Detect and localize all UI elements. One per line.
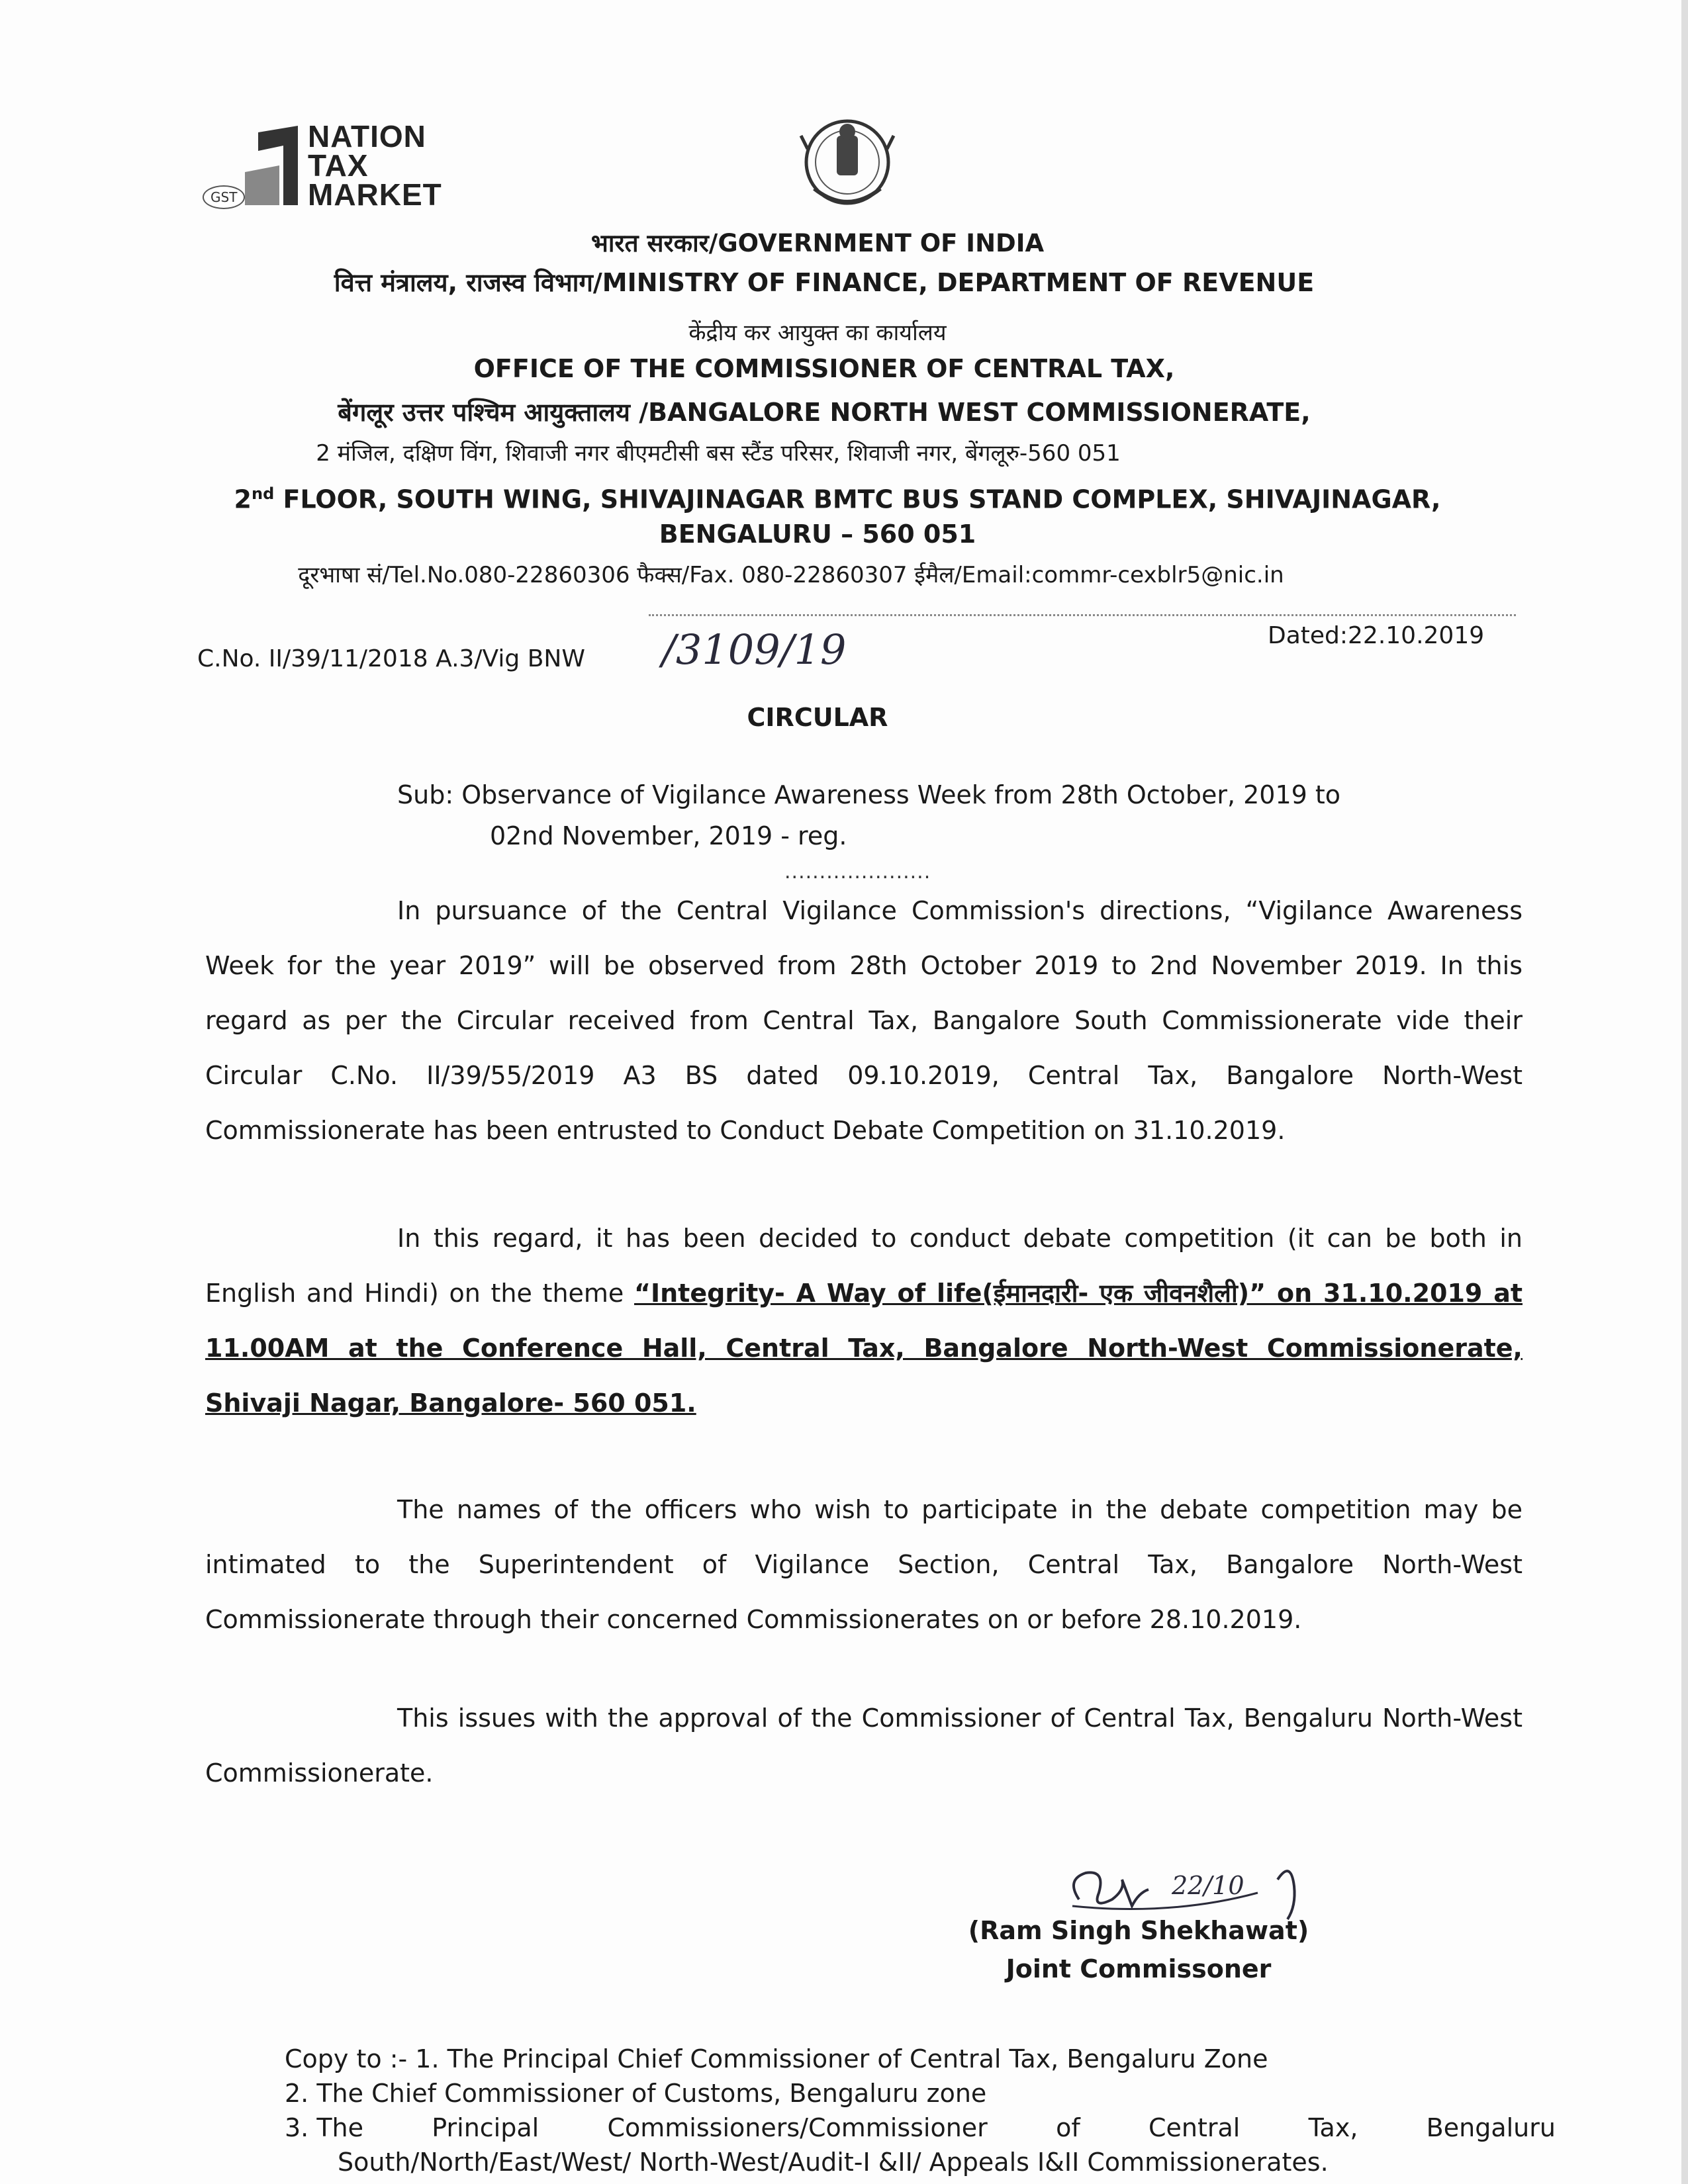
copy-to-word: Central [1148,2113,1241,2142]
nation-tax-market-logo [199,119,483,218]
debate-details: “Integrity- A Way of life(ईमानदारी- एक जीवनशैली)” on 31.10.2019 at 11.00AM at the Conference Hall, Central Tax, Bangalore North-West Commissionerate, Shivaji Nagar, Bangalore- 560 051. [205,1279,1523,1418]
signatory-name: (Ram Singh Shekhawat) [968,1916,1309,1945]
floor-suffix: nd [251,484,275,503]
subject-line-1: Sub: Observance of Vigilance Awareness Week from 28th October, 2019 to [397,780,1341,809]
floor-number: 2 [234,484,252,514]
header-commissionerate: बेंगलूर उत्तर पश्चिम आयुक्तालय /BANGALORE NORTH WEST COMMISSIONERATE, [338,398,1311,427]
paragraph-1 [205,884,1523,1158]
subject [397,774,1430,856]
copy-to-item-3-cont: South/North/East/West/ North-West/Audit-I &II/ Appeals I&II Commissionerates. [338,2148,1329,2177]
handwritten-number: /3109/19 [662,625,847,674]
scan-edge [1681,0,1688,2184]
paragraph-2-text: In this regard, it has been decided to conduct debate competition (it can be both in English and Hindi) on the theme [205,1224,1523,1308]
paragraph-2 [205,1211,1523,1431]
paragraph-3 [205,1482,1523,1647]
header-address [0,484,1681,514]
header-contact: दूरभाषा सं/Tel.No.080-22860306 फैक्स/Fax. 080-22860307 ईमैल/Email:commr-cexblr5@nic.in [298,562,1284,588]
copy-to-item-2: 2. The Chief Commissioner of Customs, Bengaluru zone [285,2079,987,2108]
header-divider [649,614,1516,616]
circular-date: Dated:22.10.2019 [1268,622,1485,649]
cbic-emblem-icon [794,109,900,215]
copy-to-item-3 [285,2111,1556,2145]
copy-to-item-1: Copy to :- 1. The Principal Chief Commissioner of Central Tax, Bengaluru Zone [285,2044,1268,2073]
document-title: CIRCULAR [747,703,888,732]
file-number: C.No. II/39/11/2018 A.3/Vig BNW [197,645,585,672]
logo-mark-icon [245,126,305,205]
copy-to-word: of [1056,2113,1080,2142]
signature-date: 22/10 [1172,1871,1244,1900]
paragraph-4 [205,1691,1523,1801]
gst-badge: GST [203,185,245,209]
address-rest: FLOOR, SOUTH WING, SHIVAJINAGAR BMTC BUS STAND COMPLEX, SHIVAJINAGAR, [274,484,1441,514]
copy-to-word: Principal [432,2113,539,2142]
signatory-designation: Joint Commissoner [1006,1954,1272,1983]
logo-word-tax: TAX [308,148,369,183]
header-office: OFFICE OF THE COMMISSIONER OF CENTRAL TAX, [473,354,1175,383]
logo-wordmark [308,119,442,212]
header-govt-of-india: भारत सरकार/GOVERNMENT OF INDIA [590,229,1045,257]
paragraph-3-text: The names of the officers who wish to participate in the debate competition may be intimated to the Superintendent of Vigilance Section, Central Tax, Bangalore North-West Commissionerate through their concerned Commissionerates on or before 28.10.2019. [205,1495,1523,1634]
logo-word-nation: NATION [308,119,426,154]
copy-to-list [285,2042,1556,2179]
subject-separator: ..................... [784,860,931,884]
subject-line-2: 02nd November, 2019 - reg. [490,821,847,850]
header-office-hindi: केंद्रीय कर आयुक्त का कार्यालय [688,320,947,346]
copy-to-word: Bengaluru [1426,2113,1556,2142]
copy-to-word: 3. The [285,2113,364,2142]
copy-to-word: Commissioners/Commissioner [607,2113,988,2142]
header-ministry: वित्त मंत्रालय, राजस्व विभाग/MINISTRY OF FINANCE, DEPARTMENT OF REVENUE [334,268,1315,297]
paragraph-4-text: This issues with the approval of the Commissioner of Central Tax, Bengaluru North-West Commissionerate. [205,1704,1523,1788]
header-city: BENGALURU – 560 051 [659,520,976,549]
paragraph-1-text: In pursuance of the Central Vigilance Commission's directions, “Vigilance Awareness Week for the year 2019” will be observed from 28th October 2019 to 2nd November 2019. In this regard as per the Circular received from Central Tax, Bangalore South Commissionerate vide their Circular C.No. II/39/55/2019 A3 BS dated 09.10.2019, Central Tax, Bangalore North-West Commissionerate has been entrusted to Conduct Debate Competition on 31.10.2019. [205,896,1523,1145]
copy-to-word: Tax, [1308,2113,1358,2142]
header-address-hindi: 2 मंजिल, दक्षिण विंग, शिवाजी नगर बीएमटीसी बस स्टैंड परिसर, शिवाजी नगर, बेंगलूरु-560 051 [316,440,1121,467]
signatory [940,1911,1337,1988]
logo-word-market: MARKET [308,177,442,212]
